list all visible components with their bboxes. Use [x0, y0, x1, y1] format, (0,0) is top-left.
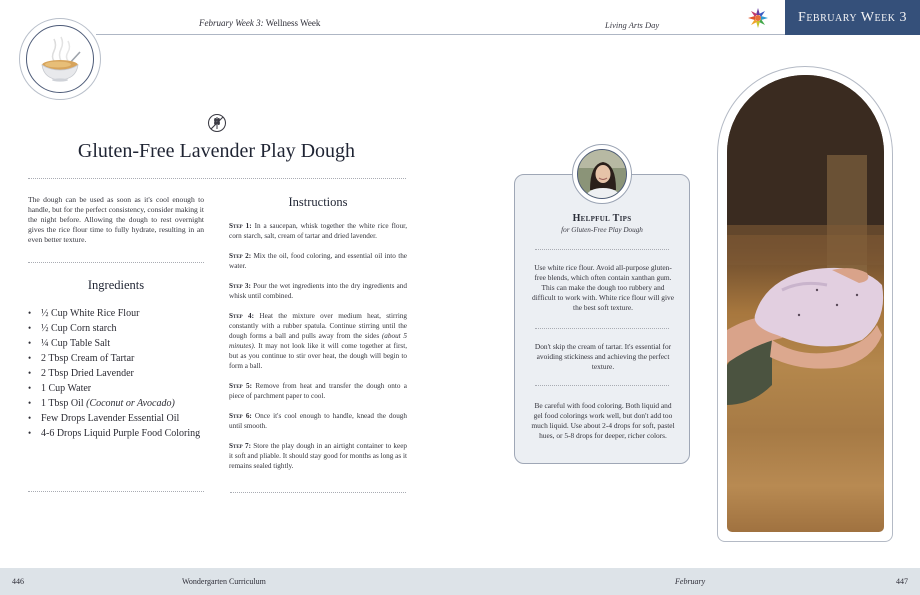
header-week-label: February Week 3:: [199, 18, 264, 28]
step-label: Step 1:: [229, 222, 252, 230]
step-label: Step 6:: [229, 412, 252, 420]
tips-title: Helpful Tips: [572, 213, 632, 224]
instructions-divider: [230, 492, 406, 493]
instruction-step: Step 2: Mix the oil, food coloring, and essential oil into the water.: [229, 252, 407, 270]
instruction-step: Step 5: Remove from heat and transfer the dough onto a piece of parchment paper to cool.: [229, 382, 407, 400]
ingredient-item: • 2 Tbsp Dried Lavender: [28, 366, 208, 381]
ingredient-item: • Few Drops Lavender Essential Oil: [28, 411, 208, 426]
page-footer: [0, 568, 920, 595]
ingredients-divider: [28, 491, 204, 492]
ingredient-item: • ¼ Cup Table Salt: [28, 336, 208, 351]
play-dough-photo: [727, 75, 884, 532]
tips-subtitle: for Gluten-Free Play Dough: [561, 226, 643, 234]
rainbow-star-icon: [748, 8, 768, 28]
tips-divider: [535, 328, 669, 329]
instruction-step: Step 4: Heat the mixture over medium heat, stirring constantly with a rubber spatula. Continue stirring until the dough forms a ball and pulls away from the sides (about 5 minutes). It may not look like it will come together at first, but as you continue to stir over heat, the dough will begin to form a ball.: [229, 312, 408, 370]
instruction-step: Step 1: In a saucepan, whisk together the white rice flour, corn starch, salt, cream of tartar and dried lavender.: [229, 222, 407, 240]
instruction-step: Step 3: Pour the wet ingredients into the dry ingredients and whisk until combined.: [229, 282, 407, 300]
step-label: Step 3:: [229, 282, 251, 290]
footer-book-title: Wondergarten Curriculum: [182, 577, 266, 586]
tip-item: Don't skip the cream of tartar. It's essential for avoiding stickiness and achieving the perfect texture.: [534, 342, 672, 371]
recipe-intro: The dough can be used as soon as it's cool enough to handle, but for the perfect consistency, consider making it the night before. Allowing the dough to rest overnight gives the rice flour time to fully hydrate, resulting in an even better texture.: [28, 195, 204, 244]
instructions-list: [229, 221, 407, 481]
hands-kneading-dough-illustration: [727, 75, 884, 532]
ingredients-heading: Ingredients: [87, 278, 145, 292]
tip-item: Be careful with food coloring. Both liquid and gel food colorings work well, but don't add too much liquid. Use about 2-4 drops for soft, pastel hues, or 5-8 drops for deeper, richer colors.: [531, 401, 675, 440]
ingredient-item: • 1 Tbsp Oil (Coconut or Avocado): [28, 396, 208, 411]
step-label: Step 2:: [229, 252, 252, 260]
week-tab: February Week 3: [785, 0, 920, 35]
instruction-step: Step 6: Once it's cool enough to handle, knead the dough until smooth.: [229, 412, 407, 430]
right-page-number: 447: [896, 577, 908, 586]
ingredient-item: • ½ Cup Corn starch: [28, 321, 208, 336]
footer-month: February: [675, 577, 706, 586]
ingredient-item: • ½ Cup White Rice Flour: [28, 306, 208, 321]
step-label: Step 4:: [229, 312, 255, 320]
left-page-number: 446: [12, 577, 24, 586]
header-week-theme: Wellness Week: [263, 18, 321, 28]
author-portrait-icon: [578, 150, 627, 199]
title-divider: [28, 178, 406, 179]
topic-medallion: [19, 18, 101, 100]
header-day-title: Living Arts Day: [605, 20, 660, 30]
recipe-title: Gluten-Free Lavender Play Dough: [77, 140, 356, 162]
author-avatar: [577, 149, 627, 199]
instructions-heading: Instructions: [288, 195, 348, 209]
header-rule: [96, 34, 785, 35]
author-avatar-ring: [572, 144, 632, 204]
tips-divider: [535, 249, 669, 250]
instruction-step: Step 7: Store the play dough in an airtight container to keep it soft and pliable. It should stay good for months as long as it remains sealed tightly.: [229, 442, 407, 470]
ingredient-item: • 1 Cup Water: [28, 381, 208, 396]
medallion-inner-ring: [26, 25, 94, 93]
ingredient-note: (Coconut or Avocado): [86, 398, 175, 409]
ingredient-item: • 4-6 Drops Liquid Purple Food Coloring: [28, 426, 208, 441]
tips-divider: [535, 385, 669, 386]
gluten-free-wheat-icon: [207, 113, 227, 133]
soup-bowl-icon: [34, 35, 86, 83]
ingredients-list: [28, 306, 208, 441]
header-week-title: [199, 18, 320, 28]
tip-item: Use white rice flour. Avoid all-purpose gluten-free blends, which often contain xanthan gum. This can make the dough too rubbery and difficult to work with. White rice flour will give the best soft texture.: [532, 263, 674, 312]
step-label: Step 7:: [229, 442, 251, 450]
step-label: Step 5:: [229, 382, 253, 390]
intro-divider: [28, 262, 204, 263]
ingredient-item: • 2 Tbsp Cream of Tartar: [28, 351, 208, 366]
